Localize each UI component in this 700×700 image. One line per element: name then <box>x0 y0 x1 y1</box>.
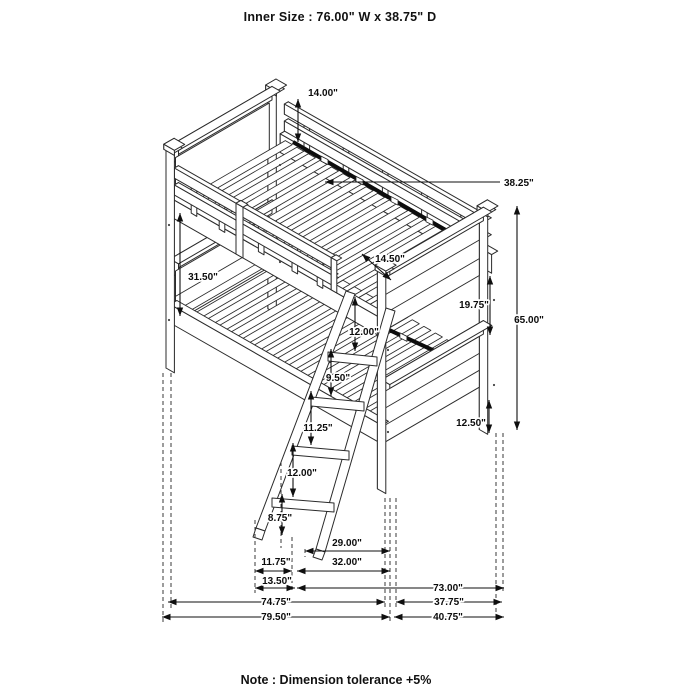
screw-dot <box>387 349 389 351</box>
screw-dot <box>168 319 170 321</box>
arrowhead <box>496 614 505 620</box>
dim-label-ladder-step-bottom: 8.75" <box>267 513 293 524</box>
dimension-ladder-span <box>297 568 390 574</box>
dim-label-bed-depth-inner: 37.75" <box>434 597 464 608</box>
screw-dot <box>387 431 389 433</box>
arrowhead <box>295 99 301 108</box>
dimension-ladder-foot-offset <box>255 568 292 574</box>
guardrail-end-post <box>331 258 337 293</box>
arrowhead <box>382 614 391 620</box>
front-right-post <box>377 269 385 494</box>
dimension-frame-length <box>297 585 504 591</box>
front-left-post <box>166 148 174 373</box>
arrowhead <box>297 568 306 574</box>
arrowhead <box>394 614 403 620</box>
screw-dot <box>493 299 495 301</box>
dim-label-ladder-foot-offset: 11.75" <box>261 557 291 568</box>
arrowhead <box>279 527 285 536</box>
arrowhead <box>297 585 306 591</box>
dim-label-ladder-step-2: 9.50" <box>325 373 351 384</box>
arrowhead <box>290 489 296 498</box>
arrowhead <box>382 568 391 574</box>
dim-label-inner-depth: 38.25" <box>504 178 534 189</box>
arrowhead <box>168 599 177 605</box>
arrowhead <box>308 437 314 446</box>
dim-label-bed-depth-overall: 40.75" <box>433 612 463 623</box>
dim-label-panel-gap: 19.75" <box>459 300 489 311</box>
arrowhead <box>514 206 520 215</box>
screw-dot <box>168 224 170 226</box>
dimension-ladder-step-top <box>352 297 358 351</box>
dim-label-ladder-step-3: 11.25" <box>303 423 333 434</box>
dim-label-bed-length-overall: 79.50" <box>261 612 291 623</box>
dim-label-ladder-span: 32.00" <box>332 557 362 568</box>
dim-label-bunk-spacing: 31.50" <box>188 272 218 283</box>
page-title: Inner Size : 76.00" W x 38.75" D <box>243 10 437 24</box>
ladder-rung <box>328 352 377 366</box>
dimension-ladder-step-3 <box>308 391 314 445</box>
arrowhead <box>514 422 520 431</box>
arrowhead <box>284 568 293 574</box>
ladder-rung <box>292 446 349 460</box>
screw-dot <box>279 261 281 263</box>
dim-label-bed-length-inner: 74.75" <box>261 597 291 608</box>
dim-label-footboard-clearance: 12.50" <box>456 418 486 429</box>
tolerance-note: Note : Dimension tolerance +5% <box>240 673 432 687</box>
dim-label-frame-length: 73.00" <box>433 583 463 594</box>
guardrail-center-support <box>236 203 243 258</box>
arrowhead <box>305 548 314 554</box>
screw-dot <box>493 384 495 386</box>
arrowhead <box>377 599 386 605</box>
arrowhead <box>396 599 405 605</box>
arrowhead <box>494 599 503 605</box>
dim-label-ladder-reach: 29.00" <box>332 538 362 549</box>
arrowhead <box>382 548 391 554</box>
dim-label-ladder-step-4: 12.00" <box>287 468 317 479</box>
dim-label-ladder-foot-width: 13.50" <box>262 576 292 587</box>
arrowhead <box>255 568 264 574</box>
dim-label-ladder-step-top: 12.00" <box>349 327 379 338</box>
dim-label-guardrail-opening: 14.50" <box>375 254 405 265</box>
dim-label-headboard-height: 14.00" <box>308 88 338 99</box>
screw-dot <box>279 164 281 166</box>
dim-label-overall-height: 65.00" <box>514 315 544 326</box>
